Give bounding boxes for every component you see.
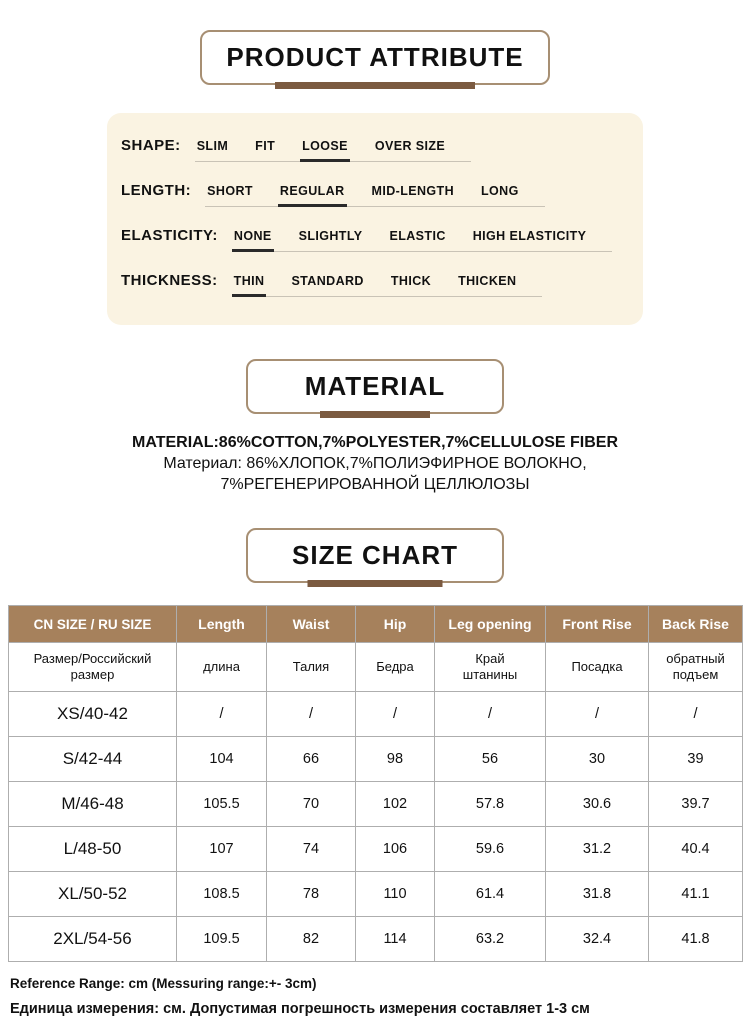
attribute-row-thickness (121, 262, 633, 307)
attribute-options (195, 139, 471, 162)
header-cell-ru (177, 643, 267, 692)
value-cell: 57.8 (435, 782, 546, 827)
attribute-option-selected: NONE (233, 229, 272, 243)
header-cell-ru (9, 643, 177, 692)
value-cell: 31.2 (546, 827, 649, 872)
header-text: Край штанины (462, 650, 518, 682)
value-cell: 31.8 (546, 872, 649, 917)
size-cell: 2XL/54-56 (9, 917, 177, 962)
material-title: MATERIAL (304, 371, 446, 401)
header-cell-ru (649, 643, 743, 692)
attribute-label: LENGTH: (121, 182, 192, 199)
attribute-option-selected: REGULAR (279, 184, 345, 198)
value-cell: 105.5 (177, 782, 267, 827)
header-cell: CN SIZE / RU SIZE (9, 606, 177, 643)
attribute-option-selected: LOOSE (302, 139, 348, 153)
size-cell: L/48-50 (9, 827, 177, 872)
header-text: Размер/Российский размер (33, 650, 152, 682)
value-cell: / (435, 692, 546, 737)
table-row-2xl (9, 917, 743, 962)
header-cell: Length (177, 606, 267, 643)
value-cell: 41.8 (649, 917, 743, 962)
material-title-box (246, 359, 504, 414)
attribute-option: SHORT (207, 184, 253, 198)
value-cell: 30.6 (546, 782, 649, 827)
attribute-label: THICKNESS: (121, 272, 218, 289)
size-cell: XL/50-52 (9, 872, 177, 917)
header-cell-ru (356, 643, 435, 692)
material-section-header (0, 359, 750, 414)
value-cell: / (356, 692, 435, 737)
value-cell: 78 (267, 872, 356, 917)
size-chart-title: SIZE CHART (292, 540, 458, 570)
attribute-box (107, 113, 643, 325)
table-row-s (9, 737, 743, 782)
value-cell: 110 (356, 872, 435, 917)
value-cell: 106 (356, 827, 435, 872)
value-cell: 66 (267, 737, 356, 782)
header-cell: Hip (356, 606, 435, 643)
header-cell-ru (267, 643, 356, 692)
attribute-row-elasticity (121, 217, 633, 262)
value-cell: 82 (267, 917, 356, 962)
measurement-notes (10, 976, 750, 1017)
attribute-option: HIGH ELASTICITY (472, 229, 587, 243)
value-cell: 104 (177, 737, 267, 782)
header-text: длина (203, 658, 240, 674)
attribute-option: SLIM (196, 139, 229, 153)
size-chart-section-header (0, 528, 750, 583)
value-cell: 61.4 (435, 872, 546, 917)
size-cell: S/42-44 (9, 737, 177, 782)
attribute-option: THICKEN (458, 274, 517, 288)
attribute-option: FIT (255, 139, 276, 153)
value-cell: 70 (267, 782, 356, 827)
attribute-options (205, 184, 545, 207)
material-line-ru-2: 7%РЕГЕНЕРИРОВАННОЙ ЦЕЛЛЮЛОЗЫ (220, 476, 530, 493)
attribute-option: STANDARD (291, 274, 364, 288)
value-cell: 30 (546, 737, 649, 782)
size-cell: M/46-48 (9, 782, 177, 827)
value-cell: / (546, 692, 649, 737)
attribute-label: ELASTICITY: (121, 227, 218, 244)
attribute-option: THICK (390, 274, 432, 288)
value-cell: 41.1 (649, 872, 743, 917)
value-cell: 63.2 (435, 917, 546, 962)
value-cell: 102 (356, 782, 435, 827)
header-cell: Front Rise (546, 606, 649, 643)
header-text: Бедра (376, 658, 414, 674)
attribute-row-length (121, 172, 633, 217)
value-cell: 39.7 (649, 782, 743, 827)
header-text: Талия (292, 658, 330, 674)
header-text: обратный подъем (666, 650, 725, 682)
attribute-option: SLIGHTLY (298, 229, 363, 243)
table-row-m (9, 782, 743, 827)
material-description (0, 434, 750, 494)
product-attribute-title: PRODUCT ATTRIBUTE (226, 42, 524, 72)
size-table (8, 605, 743, 962)
table-row-l (9, 827, 743, 872)
attribute-options (232, 229, 613, 252)
table-header-row-en (9, 606, 743, 643)
table-header-row-ru (9, 643, 743, 692)
attribute-option: MID-LENGTH (371, 184, 454, 198)
header-cell-ru (546, 643, 649, 692)
attribute-option: ELASTIC (389, 229, 446, 243)
value-cell: / (649, 692, 743, 737)
title-underline-bar (308, 580, 443, 587)
value-cell: 39 (649, 737, 743, 782)
note-line-ru: Единица измерения: см. Допустимая погрешность измерения составляет 1-3 см (10, 1001, 590, 1017)
table-row-xs (9, 692, 743, 737)
size-chart-title-box (246, 528, 504, 583)
value-cell: 109.5 (177, 917, 267, 962)
value-cell: 59.6 (435, 827, 546, 872)
value-cell: 56 (435, 737, 546, 782)
value-cell: 74 (267, 827, 356, 872)
header-cell: Leg opening (435, 606, 546, 643)
material-line-ru-1: Материал: 86%ХЛОПОК,7%ПОЛИЭФИРНОЕ ВОЛОКНО, (163, 455, 587, 472)
attribute-row-shape (121, 127, 633, 172)
value-cell: 98 (356, 737, 435, 782)
product-attribute-section-header (0, 30, 750, 85)
value-cell: / (177, 692, 267, 737)
header-cell: Waist (267, 606, 356, 643)
value-cell: 32.4 (546, 917, 649, 962)
material-line-en: MATERIAL:86%COTTON,7%POLYESTER,7%CELLULOSE FIBER (132, 434, 618, 451)
note-line-en: Reference Range: cm (Messuring range:+- 3cm) (10, 976, 317, 991)
attribute-option-selected: THIN (233, 274, 265, 288)
title-underline-bar (320, 411, 430, 418)
attribute-label: SHAPE: (121, 137, 181, 154)
value-cell: 114 (356, 917, 435, 962)
header-cell-ru (435, 643, 546, 692)
title-underline-bar (275, 82, 475, 89)
size-cell: XS/40-42 (9, 692, 177, 737)
table-row-xl (9, 872, 743, 917)
attribute-option: OVER SIZE (374, 139, 446, 153)
attribute-option: LONG (481, 184, 519, 198)
value-cell: / (267, 692, 356, 737)
attribute-options (232, 274, 543, 297)
header-text: Посадка (571, 658, 623, 674)
value-cell: 107 (177, 827, 267, 872)
value-cell: 40.4 (649, 827, 743, 872)
product-attribute-title-box (200, 30, 549, 85)
value-cell: 108.5 (177, 872, 267, 917)
header-cell: Back Rise (649, 606, 743, 643)
